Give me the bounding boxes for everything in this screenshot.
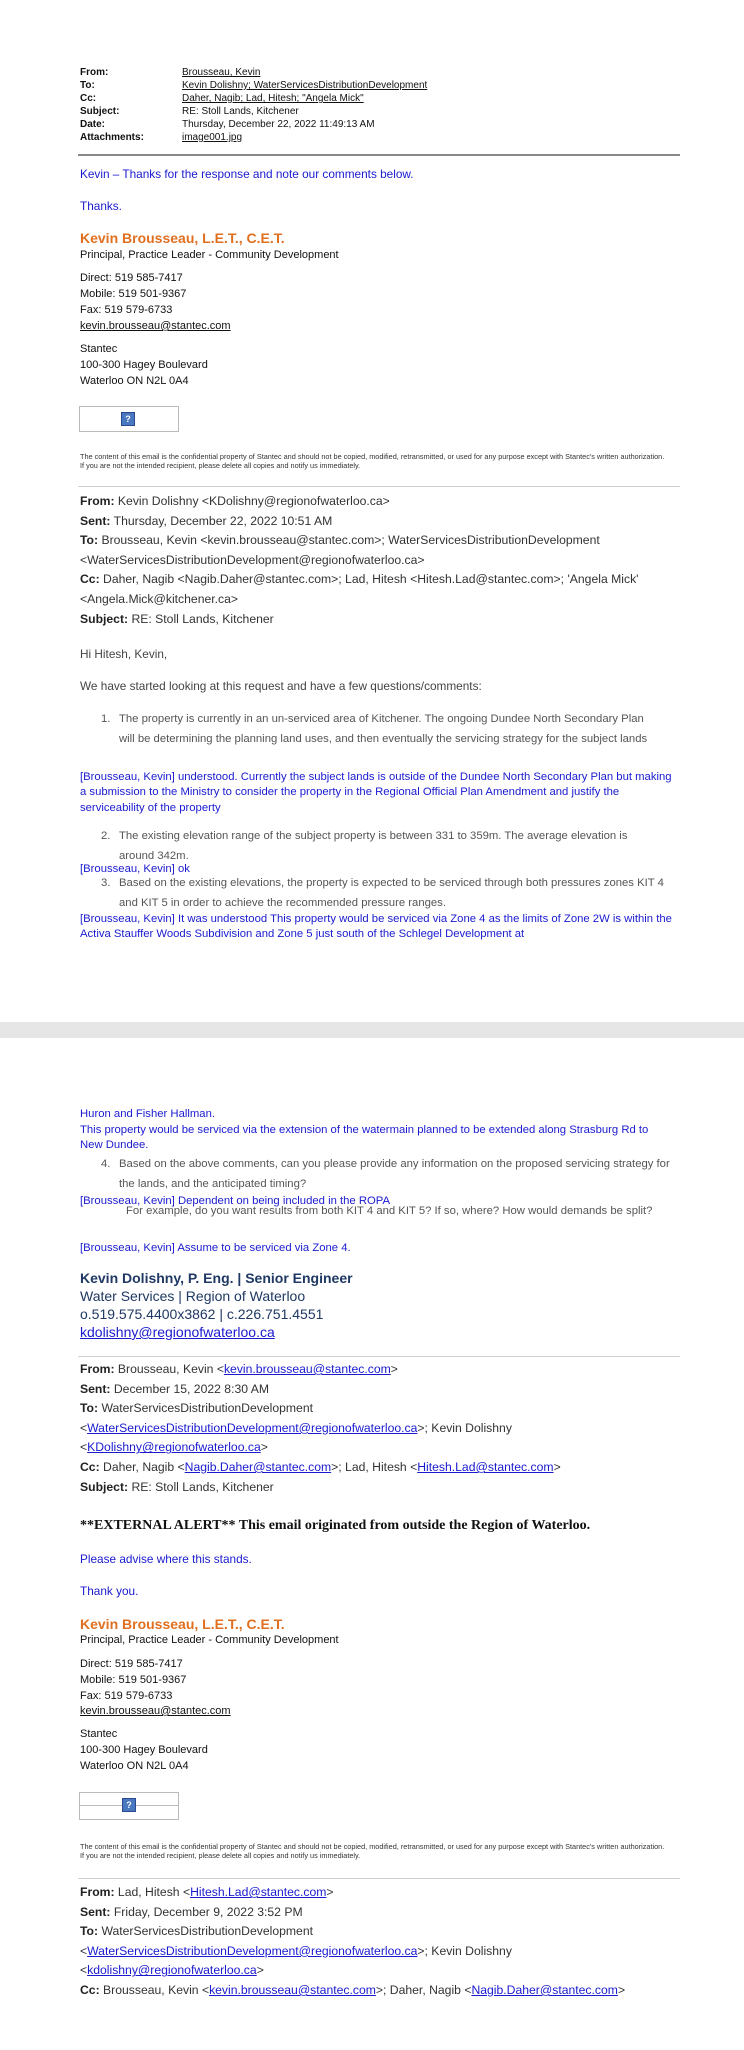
- cc-label: Cc:: [80, 93, 97, 104]
- reply2-text: [Brousseau, Kevin] ok: [80, 863, 190, 875]
- reply3-continued: Huron and Fisher Hallman.: [80, 1108, 215, 1120]
- divider: [78, 1878, 680, 1879]
- signature-direct: Direct: 519 585-7417: [80, 1658, 183, 1670]
- email3-from-end: >: [390, 1362, 398, 1376]
- email3-to: WaterServicesDistributionDevelopment: [101, 1401, 313, 1416]
- item1-number: 1.: [101, 713, 111, 725]
- from-link[interactable]: Brousseau, Kevin: [182, 67, 261, 78]
- email2-from-label: From:: [80, 494, 115, 508]
- message-line-1: Kevin – Thanks for the response and note our comments below.: [80, 167, 414, 181]
- page-break: [0, 1022, 744, 1038]
- item3-number: 3.: [101, 877, 111, 889]
- reply4b-text: [Brousseau, Kevin] Assume to be serviced via Zone 4.: [80, 1242, 351, 1254]
- email2-sent: Thursday, December 22, 2022 10:51 AM: [113, 513, 333, 528]
- email4-cc-link-1[interactable]: kevin.brousseau@stantec.com: [209, 1982, 376, 1997]
- email4-from: Lad, Hitesh <: [117, 1885, 191, 1899]
- to-link[interactable]: Kevin Dolishny; WaterServicesDistributionDevelopment: [182, 80, 428, 91]
- signature-mobile: Mobile: 519 501-9367: [80, 288, 187, 300]
- email3-sent-label: Sent:: [80, 1381, 111, 1396]
- broken-image-icon: ?: [121, 412, 135, 426]
- reply1-text: [Brousseau, Kevin] understood. Currently the subject lands is outside of the Dundee North Secondary Plan but making a submission to the Ministry to consider the property in the Regional Official Plan Amendment and justify the serviceability of the property: [80, 771, 672, 814]
- signature-name: Kevin Brousseau, L.E.T., C.E.T.: [80, 230, 285, 246]
- email4-to-link-1[interactable]: WaterServicesDistributionDevelopment@regionofwaterloo.ca: [87, 1943, 418, 1958]
- email4-from-link[interactable]: Hitesh.Lad@stantec.com: [190, 1885, 327, 1899]
- from-label: From:: [80, 67, 109, 78]
- email3-from-label: From:: [80, 1362, 115, 1376]
- reply3-extension: This property would be serviced via the extension of the watermain planned to be extended along Strasburg Rd to New Dundee.: [80, 1124, 649, 1152]
- external-alert-banner: **EXTERNAL ALERT** This email originated from outside the Region of Waterloo.: [80, 1518, 591, 1533]
- item4-text: Based on the above comments, can you please provide any information on the proposed servicing strategy for the lands, and the anticipated timing?: [119, 1158, 670, 1190]
- email4-sent: Friday, December 9, 2022 3:52 PM: [113, 1904, 303, 1919]
- email2-header: [80, 492, 680, 629]
- email3-line-2: Thank you.: [80, 1584, 139, 1598]
- email3-cc-end: >: [553, 1459, 561, 1474]
- email3-to-mid: >; Kevin Dolishny: [417, 1420, 512, 1435]
- signature-mobile: Mobile: 519 501-9367: [80, 1674, 187, 1686]
- item4-number: 4.: [101, 1158, 111, 1170]
- signature-company: Stantec: [80, 1728, 118, 1740]
- dolishny-email-link[interactable]: kdolishny@regionofwaterloo.ca: [80, 1324, 275, 1340]
- email4-header: From: Lad, Hitesh <Hitesh.Lad@stantec.com> Sent: Friday, December 9, 2022 3:52 PM To: WaterServicesDistributionDevelopment <WaterServicesDistributionDevelopment@regionofwaterloo.ca>; Kevin Dolishny <kdolishny@regionofwaterloo.ca> Cc: Brousseau, Kevin <kevin.brousseau@stantec.com>; Daher, Nagib <Nagib.Daher@stantec.com>: [80, 1885, 626, 1997]
- email3-line-1: Please advise where this stands.: [80, 1552, 252, 1566]
- date-value: Thursday, December 22, 2022 11:49:13 AM: [182, 119, 375, 130]
- to-label: To:: [80, 80, 95, 91]
- message-line-2: Thanks.: [80, 199, 122, 213]
- signature-email-link[interactable]: kevin.brousseau@stantec.com: [80, 320, 231, 332]
- broken-image-icon: ?: [122, 1798, 136, 1812]
- email3-cc-label: Cc:: [80, 1459, 100, 1474]
- email3-sent: December 15, 2022 8:30 AM: [113, 1381, 270, 1396]
- email3-to-link-2[interactable]: KDolishny@regionofwaterloo.ca: [87, 1440, 261, 1455]
- email4-cc-label: Cc:: [80, 1982, 100, 1997]
- email3-header: From: Brousseau, Kevin <kevin.brousseau@stantec.com> Sent: December 15, 2022 8:30 AM To: WaterServicesDistributionDevelopment <WaterServicesDistributionDevelopment@regionofwaterloo.ca>; Kevin Dolishny <KDolishny@regionofwaterloo.ca> Cc: Daher, Nagib <Nagib.Daher@stantec.com>; Lad, Hitesh <Hitesh.Lad@stantec.com> Subject: RE: Stoll Lands, Kitchener: [80, 1362, 561, 1494]
- email4-to: WaterServicesDistributionDevelopment: [101, 1924, 313, 1939]
- signature-image: [79, 1792, 179, 1820]
- reply4-text: [Brousseau, Kevin] Dependent on being included in the ROPA: [80, 1195, 391, 1207]
- item4-subtext: For example, do you want results from both KIT 4 and KIT 5? If so, where? How would demands be split?: [126, 1205, 653, 1217]
- signature-fax: Fax: 519 579-6733: [80, 1690, 173, 1702]
- attachments-label: Attachments:: [80, 132, 144, 143]
- email2-sent-label: Sent:: [80, 513, 111, 528]
- email4-from-label: From:: [80, 1885, 115, 1899]
- document-page-1: [0, 0, 744, 1022]
- subject-value: RE: Stoll Lands, Kitchener: [182, 106, 299, 117]
- email4-from-end: >: [326, 1885, 334, 1899]
- email2-intro: We have started looking at this request and have a few questions/comments:: [80, 679, 482, 693]
- email3-subject: RE: Stoll Lands, Kitchener: [131, 1479, 274, 1494]
- email2-to-label: To:: [80, 533, 99, 548]
- divider: [78, 1356, 680, 1357]
- signature-image: [79, 406, 179, 432]
- email2-cc: Daher, Nagib <Nagib.Daher@stantec.com>; Lad, Hitesh <Hitesh.Lad@stantec.com>; 'Angela Mick' <Angela.Mick@kitchener.ca>: [80, 572, 639, 606]
- email3-cc-1: Daher, Nagib <: [103, 1459, 185, 1474]
- attachment-link[interactable]: image001.jpg: [182, 132, 243, 143]
- divider: [78, 486, 680, 487]
- signature-title: Principal, Practice Leader - Community Development: [80, 1634, 339, 1646]
- document-page-2: [0, 1038, 744, 2050]
- item2-text: The existing elevation range of the subject property is between 331 to 359m. The average elevation is around 342m.: [119, 830, 628, 862]
- signature-address-2: Waterloo ON N2L 0A4: [80, 375, 189, 387]
- signature-company: Stantec: [80, 343, 118, 355]
- header-divider: [78, 154, 680, 156]
- signature-address-2: Waterloo ON N2L 0A4: [80, 1760, 189, 1772]
- dolishny-org: Water Services | Region of Waterloo: [80, 1288, 306, 1304]
- item1-text: The property is currently in an un-serviced area of Kitchener. The ongoing Dundee North Secondary Plan will be determining the planning land uses, and then eventually the servicing strategy for the subject lands: [119, 713, 648, 745]
- dolishny-phone: o.519.575.4400x3862 | c.226.751.4551: [80, 1306, 324, 1322]
- dolishny-name: Kevin Dolishny, P. Eng. | Senior Engineer: [80, 1270, 353, 1286]
- email2-cc-label: Cc:: [80, 572, 100, 587]
- email4-sent-label: Sent:: [80, 1904, 111, 1919]
- email4-cc-end: >: [617, 1982, 626, 1997]
- email3-cc-link-2[interactable]: Hitesh.Lad@stantec.com: [417, 1459, 554, 1474]
- email2-subject: RE: Stoll Lands, Kitchener: [131, 611, 274, 626]
- item3-text: Based on the existing elevations, the property is expected to be serviced through both pressures zones KIT 4 and KIT 5 in order to achieve the recommended pressure ranges.: [119, 877, 664, 909]
- email4-cc-link-2[interactable]: Nagib.Daher@stantec.com: [471, 1982, 618, 1997]
- signature-direct: Direct: 519 585-7417: [80, 272, 183, 284]
- email3-cc-link-1[interactable]: Nagib.Daher@stantec.com: [184, 1459, 332, 1474]
- item2-number: 2.: [101, 830, 111, 842]
- email4-to-link-2[interactable]: kdolishny@regionofwaterloo.ca: [87, 1963, 257, 1978]
- date-label: Date:: [80, 119, 106, 130]
- signature-address-1: 100-300 Hagey Boulevard: [80, 1744, 208, 1756]
- email4-to-mid: >; Kevin Dolishny: [417, 1943, 512, 1958]
- email2-from: Kevin Dolishny <KDolishny@regionofwaterloo.ca>: [117, 494, 390, 508]
- email2-greeting: Hi Hitesh, Kevin,: [80, 647, 168, 661]
- confidentiality-disclaimer: The content of this email is the confidential property of Stantec and should not be copied, modified, retransmitted, or used for any purpose except with Stantec's written authorization. If you are not the intended recipient, please delete all copies and notify us immediately.: [80, 1842, 665, 1860]
- signature-fax: Fax: 519 579-6733: [80, 304, 173, 316]
- signature-email-link[interactable]: kevin.brousseau@stantec.com: [80, 1705, 231, 1717]
- signature-name: Kevin Brousseau, L.E.T., C.E.T.: [80, 1616, 285, 1632]
- email3-to-link-1[interactable]: WaterServicesDistributionDevelopment@regionofwaterloo.ca: [87, 1420, 418, 1435]
- reply3-text: [Brousseau, Kevin] It was understood This property would be serviced via Zone 4 as the limits of Zone 2W is within the Activa Stauffer Woods Subdivision and Zone 5 just south of the Schlegel Development at: [80, 913, 672, 941]
- email2-to: Brousseau, Kevin <kevin.brousseau@stantec.com>; WaterServicesDistributionDevelopment <WaterServicesDistributionDevelopment@regionofwaterloo.ca>: [80, 533, 600, 567]
- email3-from-link[interactable]: kevin.brousseau@stantec.com: [223, 1362, 391, 1376]
- email4-to-label: To:: [80, 1924, 99, 1939]
- email3-subject-label: Subject:: [80, 1479, 129, 1494]
- email4-cc-2: >; Daher, Nagib <: [375, 1982, 472, 1997]
- email3-cc-2: >; Lad, Hitesh <: [331, 1459, 418, 1474]
- signature-address-1: 100-300 Hagey Boulevard: [80, 359, 208, 371]
- email3-to-label: To:: [80, 1401, 99, 1416]
- subject-label: Subject:: [80, 106, 120, 117]
- confidentiality-disclaimer: The content of this email is the confidential property of Stantec and should not be copied, modified, retransmitted, or used for any purpose except with Stantec's written authorization. If you are not the intended recipient, please delete all copies and notify us immediately.: [80, 452, 665, 470]
- cc-link[interactable]: Daher, Nagib; Lad, Hitesh; "Angela Mick": [182, 93, 364, 104]
- email4-cc-1: Brousseau, Kevin <: [103, 1982, 210, 1997]
- email3-from: Brousseau, Kevin <: [117, 1362, 224, 1376]
- email2-subject-label: Subject:: [80, 611, 129, 626]
- signature-title: Principal, Practice Leader - Community Development: [80, 249, 339, 261]
